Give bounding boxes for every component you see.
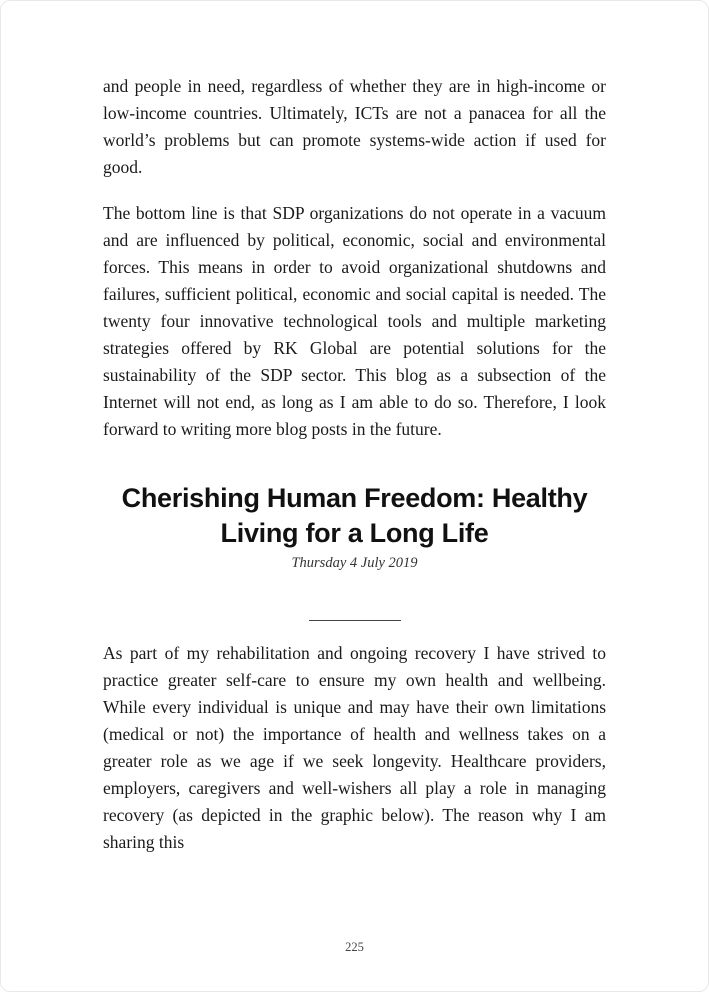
section-divider <box>309 620 401 621</box>
page-content <box>1 1 708 856</box>
page-number: 225 <box>345 940 364 954</box>
post-header <box>103 481 606 572</box>
body-paragraph-1: and people in need, regardless of whether they are in high-income or low-income countries. Ultimately, ICTs are not a panacea for all the world’s problems but can promote systems-wide action if used for good. <box>103 76 606 177</box>
section-divider-wrap <box>103 608 606 626</box>
post-date: Thursday 4 July 2019 <box>291 555 418 571</box>
body-paragraph-2: The bottom line is that SDP organizations do not operate in a vacuum and are influenced by political, economic, social and environmental forces. This means in order to avoid organizational shutdowns and failures, sufficient political, economic and social capital is needed. The twenty four innovative technological tools and multiple marketing strategies offered by RK Global are potential solutions for the sustainability of the SDP sector. This blog as a subsection of the Internet will not end, as long as I am able to do so. Therefore, I look forward to writing more blog posts in the future. <box>103 203 606 439</box>
body-paragraph-3: As part of my rehabilitation and ongoing recovery I have strived to practice greater self-care to ensure my own health and wellbeing. While every individual is unique and may have their own limitations (medical or not) the importance of health and wellness takes on a greater role as we age if we seek longevity. Healthcare providers, employers, caregivers and well-wishers all play a role in managing recovery (as depicted in the graphic below). The reason why I am sharing this <box>103 643 606 852</box>
post-title: Cherishing Human Freedom: Healthy Living for a Long Life <box>121 483 588 548</box>
